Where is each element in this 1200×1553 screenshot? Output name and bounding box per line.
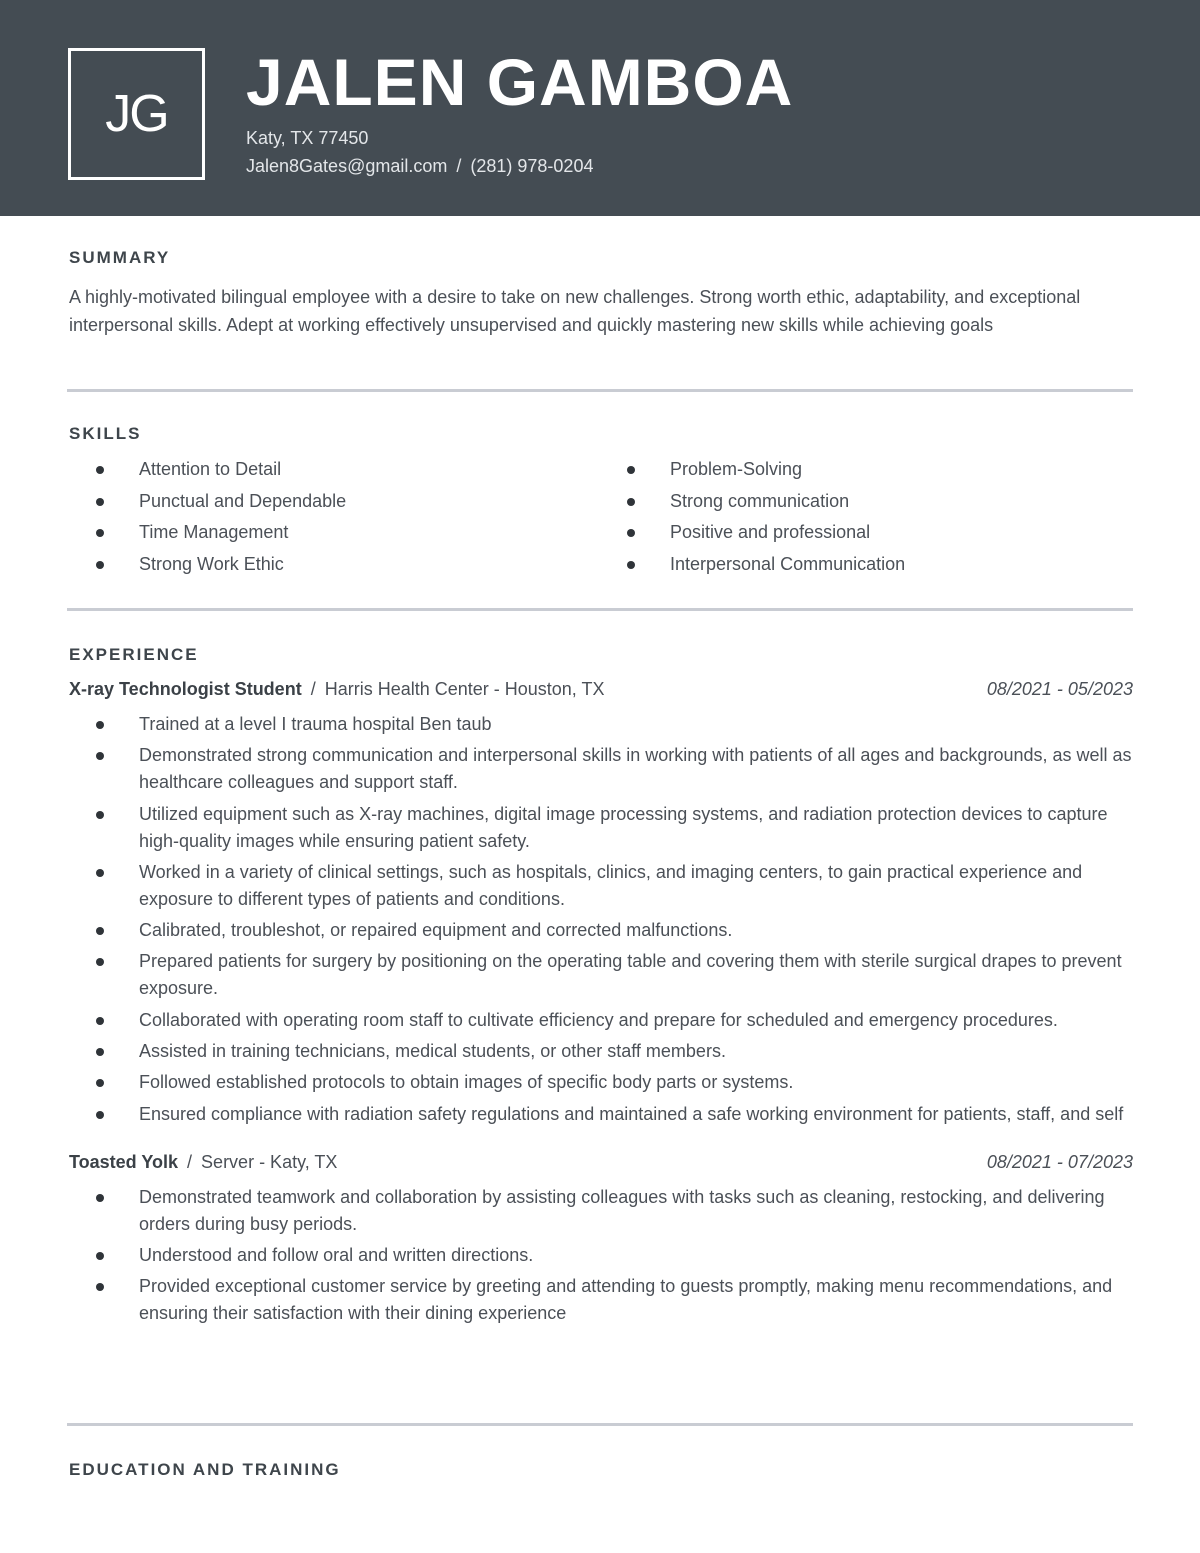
bullet-icon xyxy=(627,466,635,474)
bullet-icon xyxy=(96,466,104,474)
list-item: Assisted in training technicians, medical students, or other staff members. xyxy=(69,1038,1133,1065)
bullet-icon xyxy=(96,1283,104,1291)
bullet-icon xyxy=(96,927,104,935)
monogram: JG xyxy=(68,48,205,180)
job-separator: / xyxy=(310,679,316,699)
section-divider xyxy=(67,608,1133,611)
list-item: Trained at a level I trauma hospital Ben taub xyxy=(69,711,1133,738)
education-heading: EDUCATION AND TRAINING xyxy=(69,1460,341,1479)
list-item: Ensured compliance with radiation safety regulations and maintained a safe working environment for patients, staff, and self xyxy=(69,1101,1133,1128)
location: Katy, TX 77450 xyxy=(246,128,369,148)
list-item: Calibrated, troubleshot, or repaired equipment and corrected malfunctions. xyxy=(69,917,1133,944)
skill-item: Punctual and Dependable xyxy=(69,488,569,515)
list-item: Prepared patients for surgery by positioning on the operating table and covering them with sterile surgical drapes to prevent exposure. xyxy=(69,948,1133,1002)
list-item: Demonstrated teamwork and collaboration by assisting colleagues with tasks such as cleaning, restocking, and delivering orders during busy periods. xyxy=(69,1184,1133,1238)
summary-section xyxy=(69,248,1133,339)
resume-header xyxy=(0,0,1200,216)
bullet-icon xyxy=(96,752,104,760)
bullet-icon xyxy=(96,721,104,729)
contact-separator: / xyxy=(456,156,462,176)
bullet-icon xyxy=(627,529,635,537)
list-item: Understood and follow oral and written directions. xyxy=(69,1242,1133,1269)
email[interactable]: Jalen8Gates@gmail.com xyxy=(246,156,448,176)
bullet-icon xyxy=(96,561,104,569)
bullet-icon xyxy=(96,869,104,877)
bullet-icon xyxy=(96,1017,104,1025)
skill-item: Strong communication xyxy=(600,488,1100,515)
experience-section xyxy=(69,645,1133,1332)
skills-section xyxy=(69,424,1133,586)
bullet-icon xyxy=(627,561,635,569)
summary-text: A highly-motivated bilingual employee with a desire to take on new challenges. Strong worth ethic, adaptability, and exceptional interpersonal skills. Adept at working effectively unsupervised and quickly mastering new skills while achieving goals xyxy=(69,287,1081,335)
skill-item: Attention to Detail xyxy=(69,456,569,483)
candidate-name: JALEN GAMBOA xyxy=(246,45,794,119)
bullet-icon xyxy=(96,1252,104,1260)
job-header xyxy=(69,677,1133,701)
list-item: Demonstrated strong communication and interpersonal skills in working with patients of all ages and backgrounds, as well as healthcare colleagues and support staff. xyxy=(69,742,1133,796)
bullet-icon xyxy=(96,1079,104,1087)
skill-item: Positive and professional xyxy=(600,519,1100,546)
bullet-icon xyxy=(96,498,104,506)
contact-line xyxy=(246,155,593,177)
list-item: Followed established protocols to obtain images of specific body parts or systems. xyxy=(69,1069,1133,1096)
experience-heading: EXPERIENCE xyxy=(69,645,199,664)
summary-heading: SUMMARY xyxy=(69,248,171,267)
job-title: X-ray Technologist Student xyxy=(69,679,302,699)
bullet-icon xyxy=(96,1048,104,1056)
skills-list-left xyxy=(69,456,569,582)
bullet-icon xyxy=(96,958,104,966)
job-separator: / xyxy=(187,1151,193,1172)
bullet-icon xyxy=(96,811,104,819)
bullet-icon xyxy=(96,1194,104,1202)
job-dates: 08/2021 - 05/2023 xyxy=(986,679,1133,699)
bullet-icon xyxy=(96,1111,104,1119)
skill-item: Interpersonal Communication xyxy=(600,551,1100,578)
job-organization: Harris Health Center - Houston, TX xyxy=(324,679,605,699)
bullet-icon xyxy=(96,529,104,537)
job-bullets xyxy=(69,711,1133,1128)
job-header xyxy=(69,1150,1133,1174)
skills-heading: SKILLS xyxy=(69,424,142,443)
job-dates: 08/2021 - 07/2023 xyxy=(986,1151,1133,1172)
skill-item: Problem-Solving xyxy=(600,456,1100,483)
education-section xyxy=(69,1460,1133,1480)
section-divider xyxy=(67,389,1133,392)
list-item: Collaborated with operating room staff to cultivate efficiency and prepare for scheduled and emergency procedures. xyxy=(69,1007,1133,1034)
list-item: Provided exceptional customer service by greeting and attending to guests promptly, making menu recommendations, and ensuring their satisfaction with their dining experience xyxy=(69,1273,1133,1327)
job-bullets xyxy=(69,1184,1133,1328)
phone[interactable]: (281) 978-0204 xyxy=(470,156,594,176)
job-title: Toasted Yolk xyxy=(69,1151,179,1172)
skills-list-right xyxy=(600,456,1100,582)
skill-item: Time Management xyxy=(69,519,569,546)
list-item: Utilized equipment such as X-ray machines, digital image processing systems, and radiation protection devices to capture high-quality images while ensuring patient safety. xyxy=(69,801,1133,855)
job-organization: Server - Katy, TX xyxy=(201,1151,338,1172)
skill-item: Strong Work Ethic xyxy=(69,551,569,578)
bullet-icon xyxy=(627,498,635,506)
section-divider xyxy=(67,1423,1133,1426)
list-item: Worked in a variety of clinical settings, such as hospitals, clinics, and imaging centers, to gain practical experience and exposure to different types of patients and conditions. xyxy=(69,859,1133,913)
